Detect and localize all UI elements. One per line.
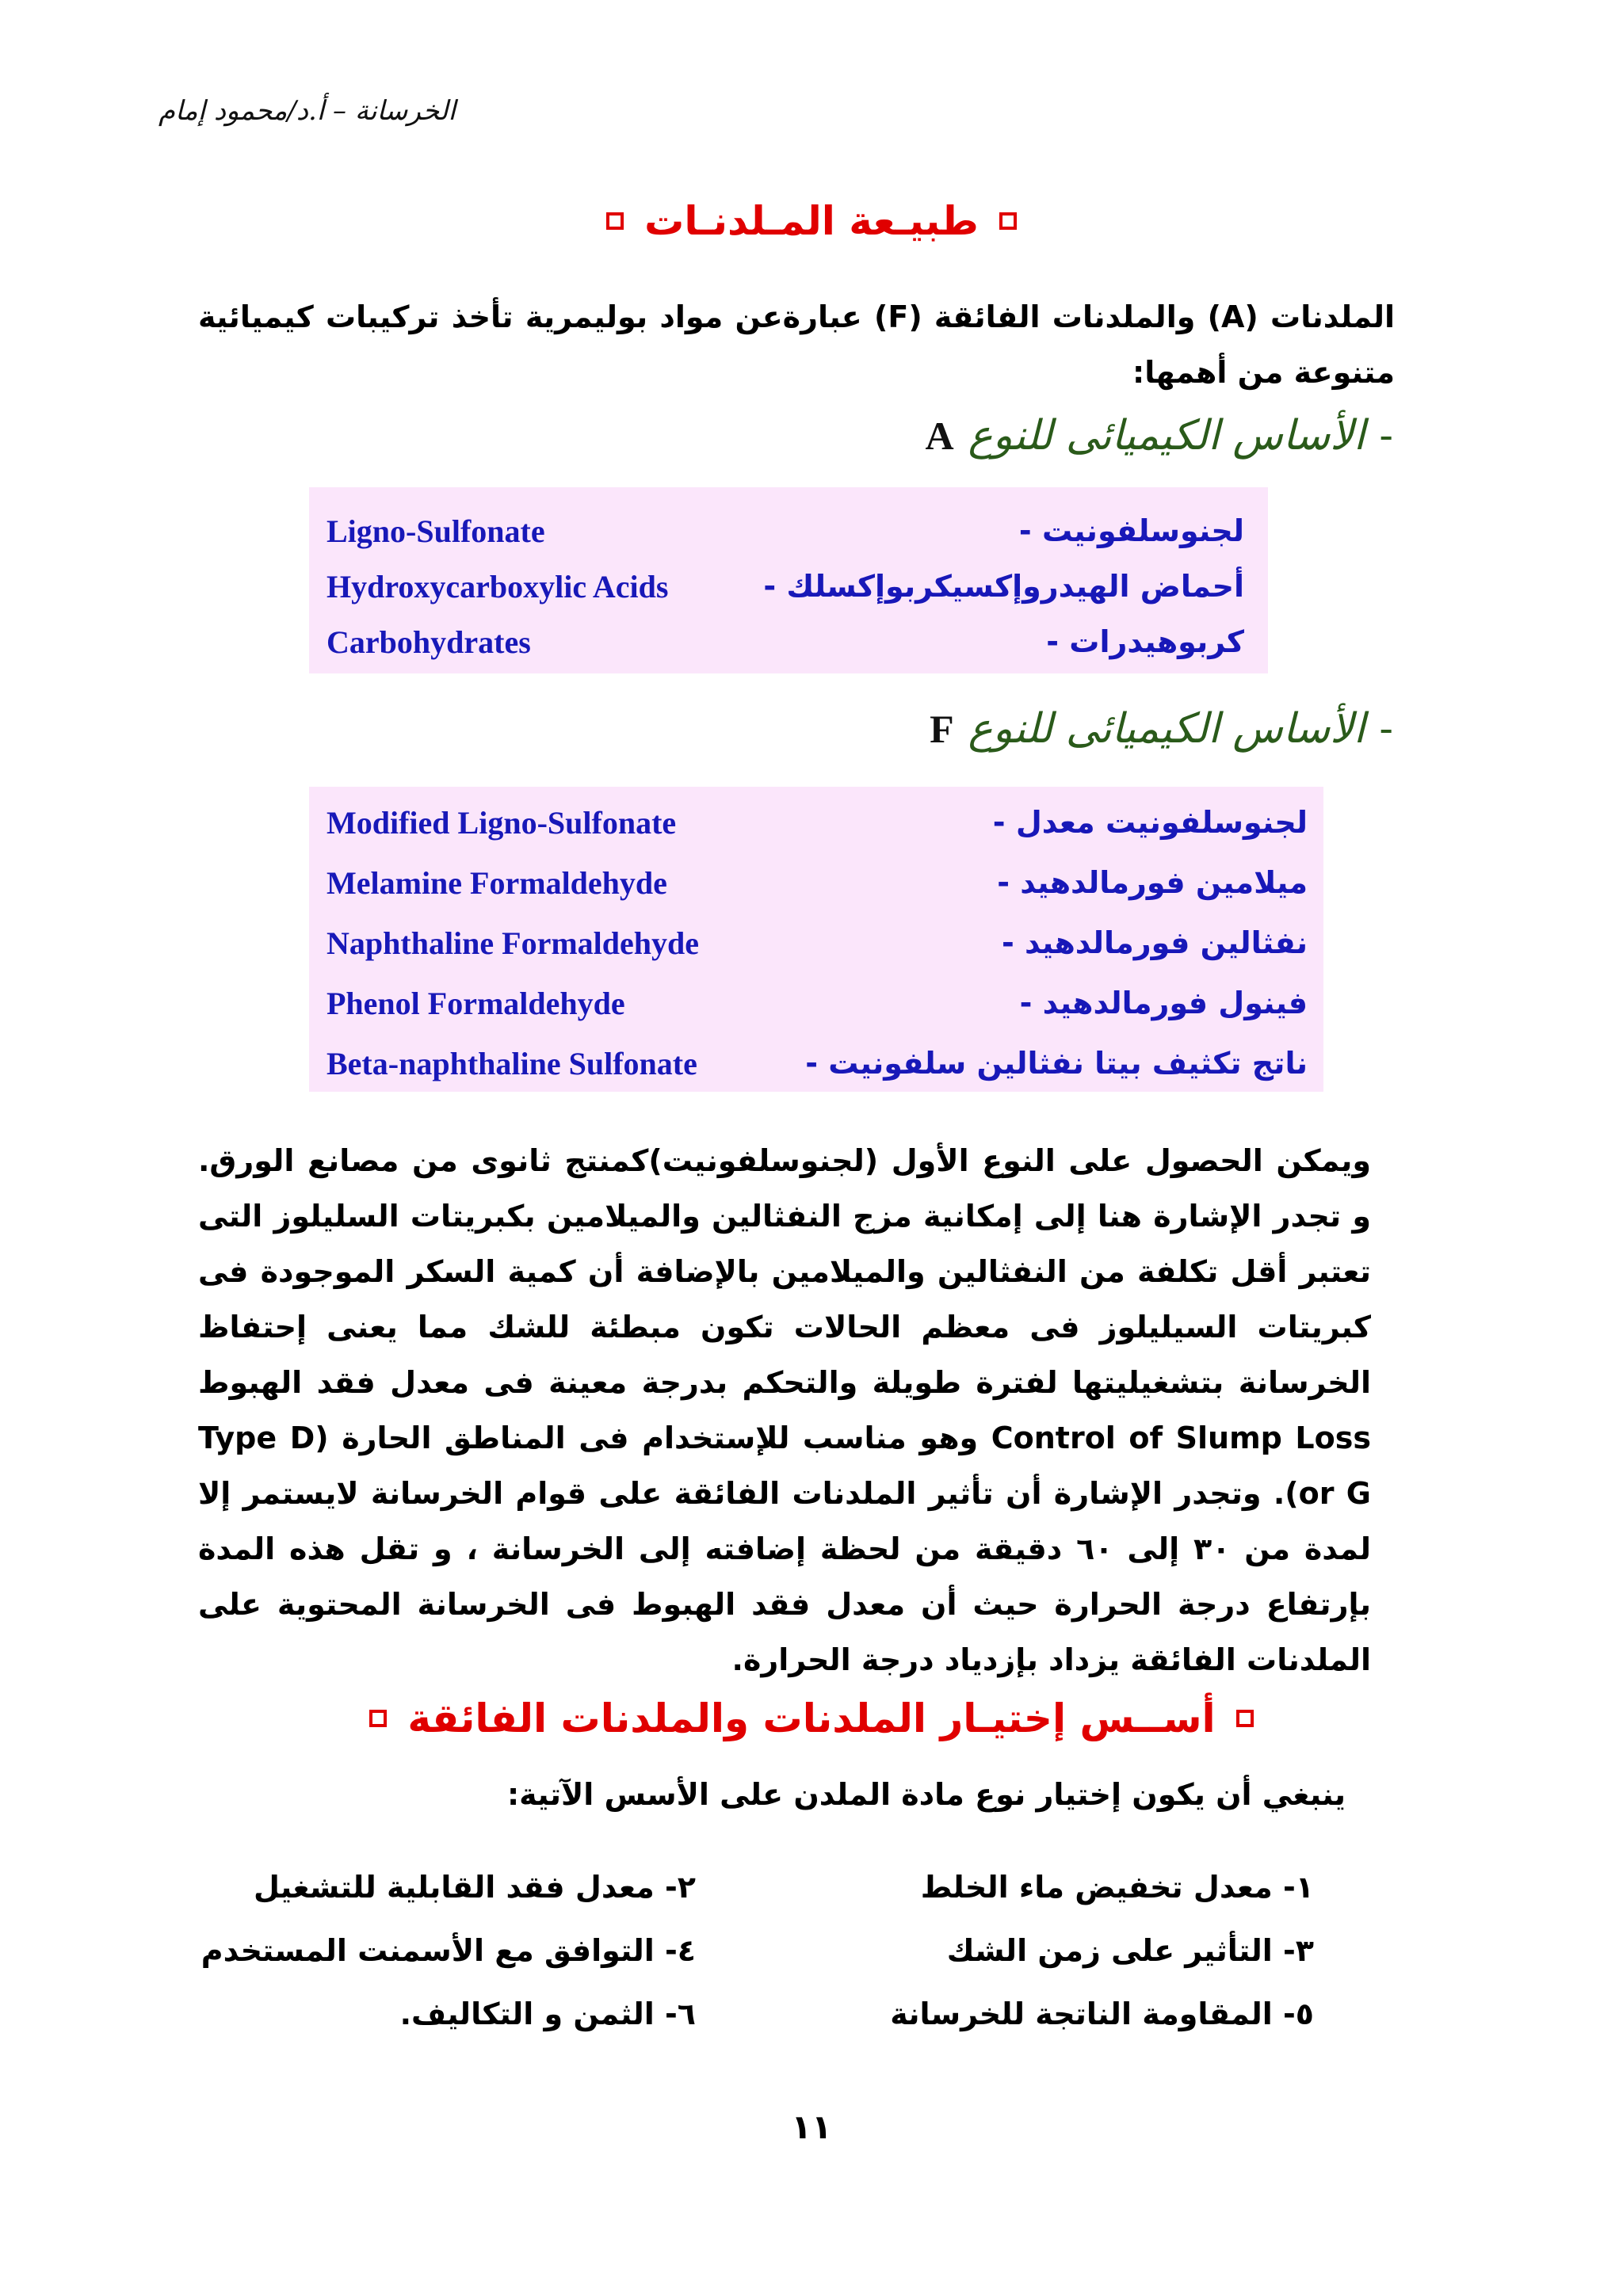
type-a-heading-text: الأساس الكيميائى للنوع <box>968 412 1365 460</box>
type-f-letter: F <box>930 707 954 751</box>
list-item: Naphthaline Formaldehyde نفثالين فورمالدهيد - <box>327 925 1308 961</box>
criteria-item: ٢- معدل فقد القابلية للتشغيل <box>253 1870 696 1905</box>
type-f-heading-text: الأساس الكيميائى للنوع <box>968 705 1365 753</box>
criteria-item: ٥- المقاومة الناتجة للخرسانة <box>890 1997 1314 2031</box>
list-item: Beta-naphthaline Sulfonate ناتج تكثيف بيتا نفثالين سلفونيت - <box>327 1045 1308 1081</box>
page-header: الخرسانة – أ.د/محمود إمام <box>158 95 456 127</box>
type-a-list <box>309 487 1268 673</box>
square-bullet-icon <box>606 212 624 230</box>
type-a-letter: A <box>925 414 954 458</box>
selection-intro: ينبغي أن يكون إختيار نوع مادة الملدن على الأسس الآتية: <box>506 1777 1346 1812</box>
list-item: Modified Ligno-Sulfonate لجنوسلفونيت معدل - <box>327 804 1308 841</box>
list-item: Phenol Formaldehyde فينول فورمالدهيد - <box>327 985 1308 1021</box>
square-bullet-icon <box>369 1710 387 1727</box>
list-item: Ligno-Sulfonate لجنوسلفونيت - <box>327 513 1244 549</box>
list-item: Hydroxycarboxylic Acids أحماض الهيدروإكسيكربوإكسلك - <box>327 568 1244 605</box>
criteria-item: ١- معدل تخفيض ماء الخلط <box>920 1870 1314 1905</box>
section-title-text: طبيـعة المـلدنـات <box>644 198 979 244</box>
type-f-list <box>309 787 1323 1092</box>
criteria-item: ٣- التأثير على زمن الشك <box>946 1933 1314 1968</box>
section-title-nature <box>0 198 1623 244</box>
section-title-text: أســس إختيـار الملدنات والملدنات الفائقة <box>407 1695 1216 1741</box>
intro-paragraph: الملدنات (A) والملدنات الفائقة (F) عبارةعن مواد بوليمرية تأخذ تركيبات كيميائية متنوعة من أهمها: <box>198 299 1395 390</box>
criteria-item: ٤- التوافق مع الأسمنت المستخدم <box>200 1933 696 1968</box>
list-item: Carbohydrates كربوهيدرات - <box>327 624 1244 660</box>
type-a-heading: - الأساس الكيميائى للنوع A <box>925 412 1393 460</box>
criteria-item: ٦- الثمن و التكاليف. <box>399 1997 696 2031</box>
list-item: Melamine Formaldehyde ميلامين فورمالدهيد - <box>327 864 1308 901</box>
square-bullet-icon <box>999 212 1017 230</box>
square-bullet-icon <box>1236 1710 1254 1727</box>
page-number: ١١ <box>791 2107 832 2146</box>
body-paragraph: ويمكن الحصول على النوع الأول (لجنوسلفونيت)كمنتج ثانوى من مصانع الورق. و تجدر الإشارة هنا إلى إمكانية مزج النفثالين والميلامين بكبريتات السليلوز التى تعتبر أقل تكلفة من النفثالين والميلامين بالإضافة أن كمية السكر الموجودة فى كبريتات السيليلوز فى معظم الحالات تكون مبطئة للشك مما يعنى إحتفاظ الخرسانة بتشغيليتها لفترة طويلة والتحكم بدرجة معينة فى معدل فقد الهبوط Control of Slump Loss وهو مناسب للإستخدام فى المناطق الحارة (Type D or G). وتجدر الإشارة أن تأثير الملدنات الفائقة على قوام الخرسانة لايستمر إلا لمدة من ٣٠ إلى ٦٠ دقيقة من لحظة إضافته إلى الخرسانة ، و تقل هذه المدة بإرتفاع درجة الحرارة حيث أن معدل فقد الهبوط فى الخرسانة المحتوية على الملدنات الفائقة يزداد بإزدياد درجة الحرارة. <box>198 1143 1371 1677</box>
section-title-selection <box>0 1695 1623 1741</box>
type-f-heading: - الأساس الكيميائى للنوع F <box>930 705 1393 753</box>
